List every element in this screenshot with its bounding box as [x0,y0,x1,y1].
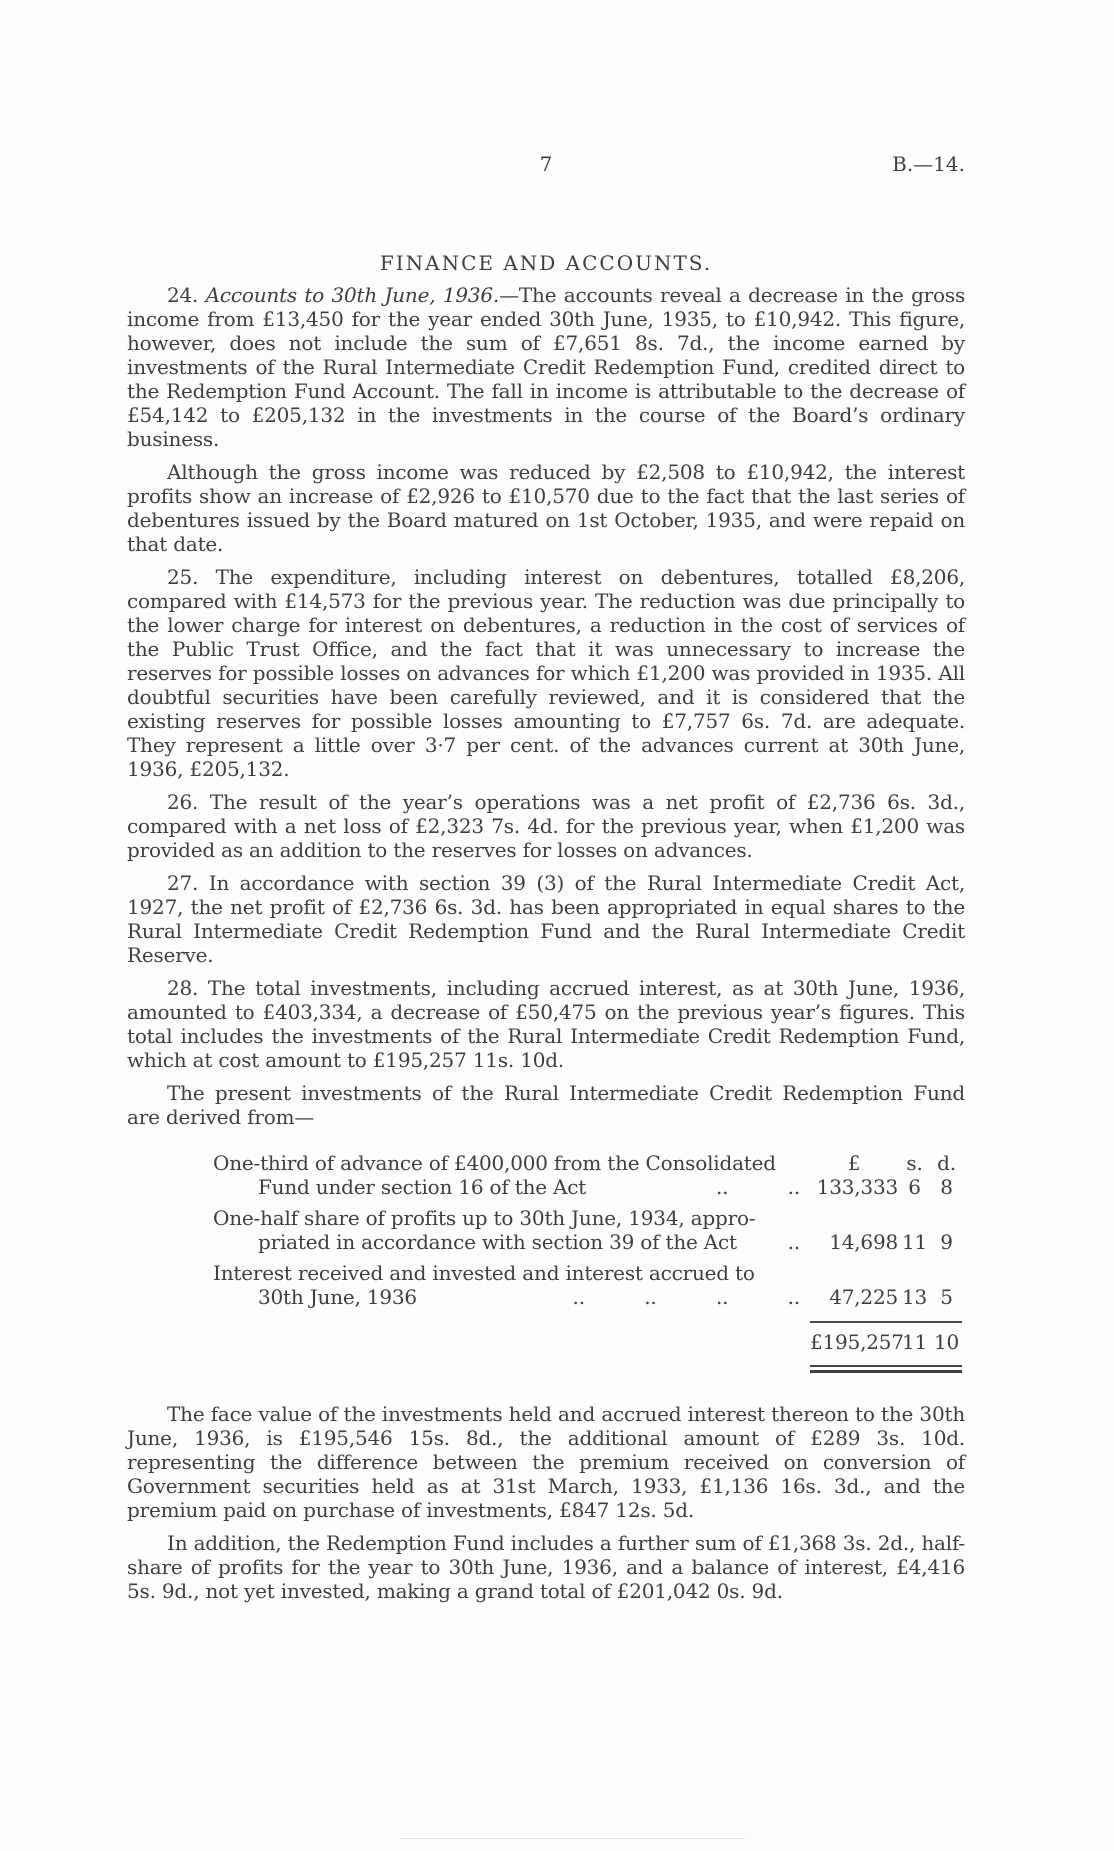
paragraph-26: 26. The result of the year’s operations was a net profit of £2,736 6s. 3d., compared with a net loss of £2,323 7s. 4d. for the previous year, when £1,200 was provided as an addition to the reserves for losses on advances. [127,790,965,862]
paragraph-24-continued: Although the gross income was reduced by £2,508 to £10,942, the interest profits show an increase of £2,926 to £10,570 due to the fact that the last series of debentures issued by the Board matured on 1st October, 1935, and were repaid on that date. [127,460,965,556]
document-body [127,283,965,1612]
paragraph-face-value: The face value of the investments held and accrued interest thereon to the 30th June, 1936, is £195,546 15s. 8d., the additional amount of £289 3s. 10d. representing the difference between the premium received on conversion of Government securities held as at 31st March, 1933, £1,136 16s. 3d., and the premium paid on purchase of investments, £847 12s. 5d. [127,1402,965,1522]
amount-pounds: 14,698 [829,1230,898,1254]
row-description-line2: priated in accordance with section 39 of the Act [258,1230,737,1254]
paragraph-24-number: 24. [167,283,206,307]
amount-pence: 8 [940,1175,953,1199]
page-number: 7 [539,152,553,176]
amount-pence: 5 [940,1285,953,1309]
scan-artifact-line [400,1838,745,1839]
document-reference: B.—14. [892,152,965,176]
paragraph-in-addition: In addition, the Redemption Fund includes a further sum of £1,368 3s. 2d., half-share of profits for the year to 30th June, 1936, and a balance of interest, £4,416 5s. 9d., not yet invested, making a grand total of £201,042 0s. 9d. [127,1531,965,1603]
table-row [127,1206,965,1254]
total-rule [810,1321,962,1323]
paragraph-27: 27. In accordance with section 39 (3) of the Rural Intermediate Credit Act, 1927, the net profit of £2,736 6s. 3d. has been appropriated in equal shares to the Rural Intermediate Credit Redemption Fund and the Rural Intermediate Credit Reserve. [127,871,965,967]
total-shillings: 11 [901,1330,928,1354]
amount-pence: 9 [940,1230,953,1254]
row-description-line1: Interest received and invested and interest accrued to [213,1261,755,1285]
dot-leader: .. [787,1230,800,1254]
paragraph-24-text: —The accounts reveal a decrease in the gross income from £13,450 for the year ended 30th June, 1935, to £10,942. This figure, however, does not include the sum of £7,651 8s. 7d., the income earned by investments of the Rural Intermediate Credit Redemption Fund, credited direct to the Redemption Fund Account. The fall in income is attributable to the decrease of £54,142 to £205,132 in the investments in the course of the Board’s ordinary business. [127,283,966,451]
row-description-line1: One-half share of profits up to 30th June, 1934, appro- [213,1206,756,1230]
paragraph-24 [127,283,965,451]
column-header-pence: d. [937,1151,956,1175]
paragraph-24-sidehead: Accounts to 30th June, 1936. [205,283,500,307]
paragraph-28-table-intro: The present investments of the Rural Intermediate Credit Redemption Fund are derived from— [127,1081,965,1129]
dot-leader: .. .. [715,1175,800,1199]
amount-shillings: 11 [901,1230,928,1254]
dot-leader: .. .. .. .. [572,1285,800,1309]
table-row [127,1261,965,1309]
section-title: FINANCE AND ACCOUNTS. [379,251,713,275]
amount-shillings: 13 [901,1285,928,1309]
column-header-pounds: £ [847,1151,861,1175]
row-description-line2: Fund under section 16 of the Act [258,1175,587,1199]
column-header-shillings: s. [906,1151,923,1175]
row-description-line2: 30th June, 1936 [258,1285,417,1309]
row-description-line1: One-third of advance of £400,000 from the Consolidated [213,1151,776,1175]
table-total-row [127,1330,965,1354]
total-double-rule [810,1365,962,1373]
page-header [127,152,965,176]
amount-shillings: 6 [908,1175,921,1199]
paragraph-28: 28. The total investments, including accrued interest, as at 30th June, 1936, amounted to £403,334, a decrease of £50,475 on the previous year’s figures. This total includes the investments of the Rural Intermediate Credit Redemption Fund, which at cost amount to £195,257 11s. 10d. [127,976,965,1072]
total-pounds: £195,257 [810,1330,904,1354]
paragraph-25: 25. The expenditure, including interest on debentures, totalled £8,206, compared with £14,573 for the previous year. The reduction was due principally to the lower charge for interest on debentures, a reduction in the cost of services of the Public Trust Office, and the fact that it was unnecessary to increase the reserves for possible losses on advances for which £1,200 was provided in 1935. All doubtful securities have been carefully reviewed, and it is considered that the existing reserves for possible losses amounting to £7,757 6s. 7d. are adequate. They represent a little over 3·7 per cent. of the advances current at 30th June, 1936, £205,132. [127,565,965,781]
amount-pounds: 47,225 [829,1285,898,1309]
investments-table [127,1151,965,1373]
table-row [127,1151,965,1199]
total-pence: 10 [933,1330,960,1354]
amount-pounds: 133,333 [816,1175,898,1199]
